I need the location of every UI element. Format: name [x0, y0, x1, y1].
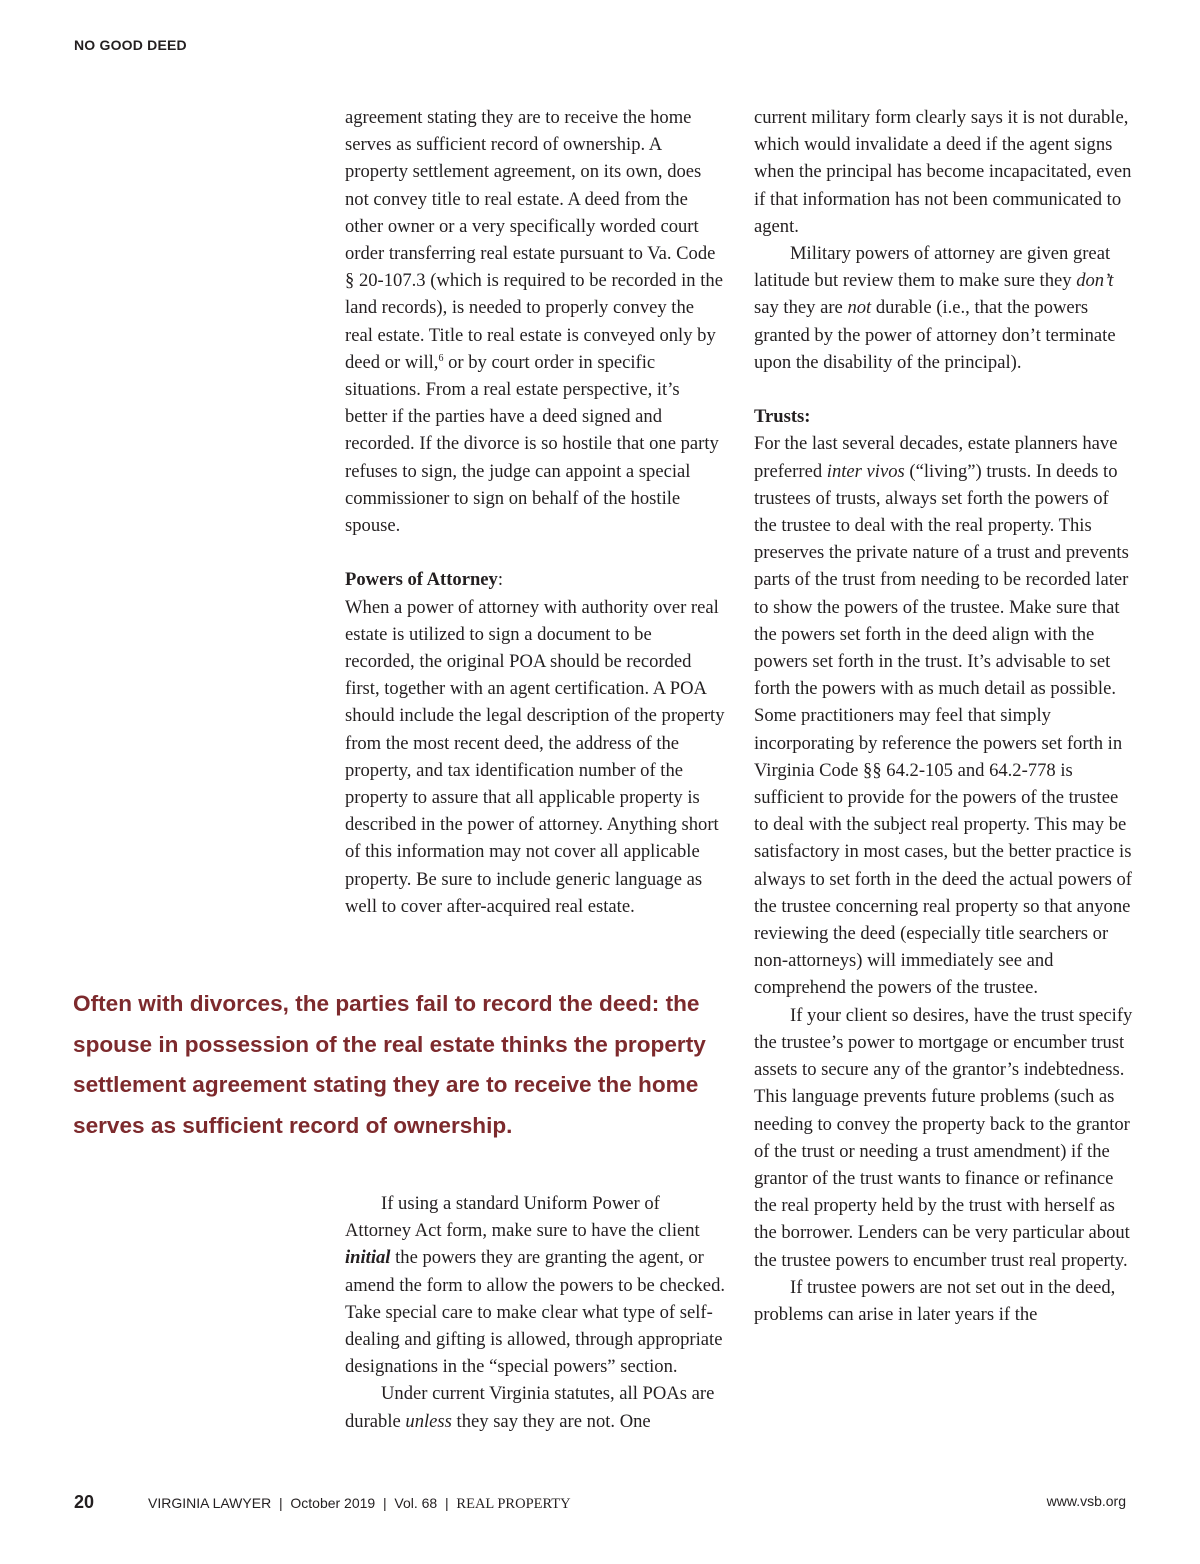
page-number: 20 [74, 1492, 95, 1512]
paragraph: Military powers of attorney are given great latitude but review them to make sure they don’t say they are not durable (i.e., that the powers granted by the power of attorney don’t terminate upon the disability of the principal). [754, 243, 1116, 373]
section-heading-trusts: Trusts: [754, 406, 811, 428]
website-link[interactable]: www.vsb.org [1046, 1493, 1126, 1509]
column-middle-top [345, 104, 725, 920]
paragraph: agreement stating they are to receive the home serves as sufficient record of ownership. A property settlement agreement, on its own, does not convey title to real estate. A deed from the other owner or a very specifically worded court order transferring real estate pursuant to Va. Code § 20-107.3 (which is required to be recorded in the land records), is needed to properly convey the real estate. Title to real estate is conveyed only by deed or will,$^6$ or by court order in specific situations. From a real estate perspective, it’s better if the parties have a deed signed and recorded. If the divorce is so hostile that one party refuses to sign, the judge can appoint a special commissioner to sign on behalf of the hostile spouse. [345, 107, 723, 537]
paragraph: For the last several decades, estate planners have preferred inter vivos (“living”) trusts. In deeds to trustees of trusts, always set forth the powers of the trustee to deal with the real property. This preserves the private nature of a trust and prevents parts of the trust from needing to be recorded later to show the powers of the trustee. Make sure that the powers set forth in the deed align with the powers set forth in the trust. It’s advisable to set forth the powers with as much detail as possible. Some practitioners may feel that simply incorporating by reference the powers set forth in Virginia Code §§ 64.2-105 and 64.2-778 is sufficient to provide for the powers of the trustee to deal with the subject real property. This may be satisfactory in most cases, but the better practice is always to set forth in the deed the actual powers of the trustee concerning real property so that anyone reviewing the deed (especially title searchers or non-attorneys) will immediately see and comprehend the powers of the trustee. [754, 433, 1132, 999]
paragraph: When a power of attorney with authority over real estate is utilized to sign a document to be recorded, the original POA should be recorded first, together with an agent certification. A POA should include the legal description of the property from the most recent deed, the address of the property, and tax identification number of the property to assure that all applicable property is described in the power of attorney. Anything short of this information may not cover all applicable property. Be sure to include generic language as well to cover after-acquired real estate. [345, 596, 725, 917]
running-head: NO GOOD DEED [74, 37, 187, 53]
footnote-reference[interactable]: 6 [438, 352, 444, 364]
paragraph: current military form clearly says it is not durable, which would invalidate a deed if the agent signs when the principal has become incapacitated, even if that information has not been communicated to agent. [754, 107, 1132, 237]
pull-quote: Often with divorces, the parties fail to record the deed: the spouse in possession of the real estate thinks the property settlement agreement stating they are to receive the home serves as sufficient record of ownership. [73, 991, 706, 1138]
paragraph: If using a standard Uniform Power of Attorney Act form, make sure to have the client initial the powers they are granting the agent, or amend the form to allow the powers to be checked. Take special care to make clear what type of self-dealing and gifting is allowed, through appropriate designations in the “special powers” section. [345, 1193, 726, 1378]
paragraph: If trustee powers are not set out in the deed, problems can arise in later years if the [754, 1276, 1116, 1325]
section-heading-poa: Powers of Attorney: [345, 569, 504, 591]
column-right [754, 104, 1134, 1328]
column-middle-bottom [345, 1190, 725, 1435]
journal-info: VIRGINIA LAWYER | October 2019 | Vol. 68 | REAL PROPERTY [148, 1495, 571, 1512]
paragraph: If your client so desires, have the trust specify the trustee’s power to mortgage or encumber trust assets to secure any of the grantor’s indebtedness. This language prevents future problems (such as needing to convey the property back to the grantor of the trust or needing a trust amendment) if the grantor of the trust wants to finance or refinance the real property held by the trust with herself as the borrower. Lenders can be very particular about the trustee powers to encumber trust real property. [754, 1004, 1133, 1271]
paragraph: Under current Virginia statutes, all POAs are durable unless they say they are not. One [345, 1383, 715, 1432]
section-name: REAL PROPERTY [456, 1496, 571, 1512]
